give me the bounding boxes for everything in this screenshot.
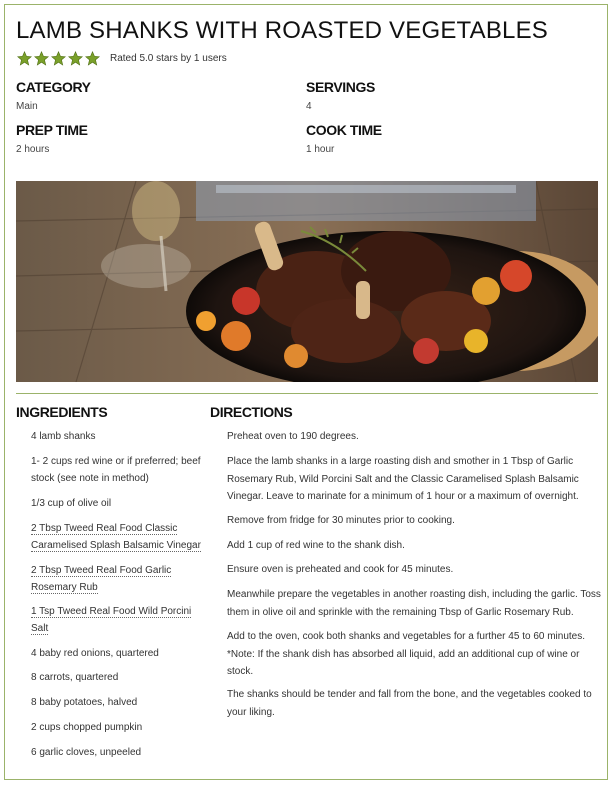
direction-step: Place the lamb shanks in a large roasting dish and smother in 1 Tbsp of Garlic Rosemary Rub, Wild Porcini Salt and the Classic Caramelised Splash Balsamic Vinegar. Leave to marinate for a minimum of 1 hour or a maximum of overnight. (227, 456, 579, 502)
directions-heading: DIRECTIONS (210, 404, 293, 420)
star-rating[interactable] (17, 51, 100, 66)
direction-step: Ensure oven is preheated and cook for 45 minutes. (227, 564, 454, 575)
recipe-photo (16, 181, 598, 382)
prep-time-label: PREP TIME (16, 122, 88, 138)
category-label: CATEGORY (16, 79, 91, 95)
direction-step: Add 1 cup of red wine to the shank dish. (227, 540, 405, 551)
prep-time-value: 2 hours (16, 144, 50, 155)
ingredient-item: 4 baby red onions, quartered (31, 648, 159, 659)
star-icon[interactable] (34, 51, 49, 66)
direction-step: Remove from fridge for 30 minutes prior to cooking. (227, 515, 455, 526)
ingredients-heading: INGREDIENTS (16, 404, 108, 420)
direction-step: The shanks should be tender and fall from the bone, and the vegetables cooked to your liking. (227, 689, 592, 718)
rating-row (17, 51, 227, 66)
star-icon[interactable] (17, 51, 32, 66)
servings-label: SERVINGS (306, 79, 375, 95)
star-icon[interactable] (85, 51, 100, 66)
lamb-shanks-photo-illustration (16, 181, 598, 382)
servings-value: 4 (306, 101, 312, 112)
recipe-title: LAMB SHANKS WITH ROASTED VEGETABLES (16, 17, 548, 44)
ingredient-item: 1/3 cup of olive oil (31, 498, 112, 509)
section-divider (16, 393, 598, 394)
star-icon[interactable] (51, 51, 66, 66)
direction-step: Add to the oven, cook both shanks and vegetables for a further 45 to 60 minutes. *Note: If the shank dish has absorbed all liquid, add an additional cup of wine or stock. (227, 631, 586, 677)
ingredient-link-wild-porcini-salt[interactable] (31, 603, 211, 637)
ingredient-item: 8 baby potatoes, halved (31, 697, 138, 708)
star-icon[interactable] (68, 51, 83, 66)
direction-step: Meanwhile prepare the vegetables in another roasting dish, including the garlic. Toss them in olive oil and sprinkle with the remaining Tbsp of Garlic Rosemary Rub. (227, 589, 601, 618)
ingredient-item: 8 carrots, quartered (31, 672, 119, 683)
ingredient-item: 2 cups chopped pumpkin (31, 722, 143, 733)
ingredient-link-text[interactable]: 2 Tbsp Tweed Real Food Garlic Rosemary Rub (31, 565, 172, 593)
ingredient-link-text[interactable]: 1 Tsp Tweed Real Food Wild Porcini Salt (31, 606, 192, 634)
ingredient-item: 6 garlic cloves, unpeeled (31, 747, 142, 758)
ingredient-link-text[interactable]: 2 Tbsp Tweed Real Food Classic Caramelised Splash Balsamic Vinegar (31, 523, 201, 551)
ingredient-link-garlic-rosemary-rub[interactable] (31, 562, 211, 596)
cook-time-label: COOK TIME (306, 122, 382, 138)
ingredient-item: 4 lamb shanks (31, 431, 96, 442)
direction-step: Preheat oven to 190 degrees. (227, 431, 359, 442)
ingredient-link-balsamic-vinegar[interactable] (31, 520, 211, 554)
category-value: Main (16, 101, 38, 112)
rating-text: Rated 5.0 stars by 1 users (110, 53, 227, 64)
cook-time-value: 1 hour (306, 144, 335, 155)
ingredient-item: 1- 2 cups red wine or if preferred; beef stock (see note in method) (31, 456, 201, 484)
